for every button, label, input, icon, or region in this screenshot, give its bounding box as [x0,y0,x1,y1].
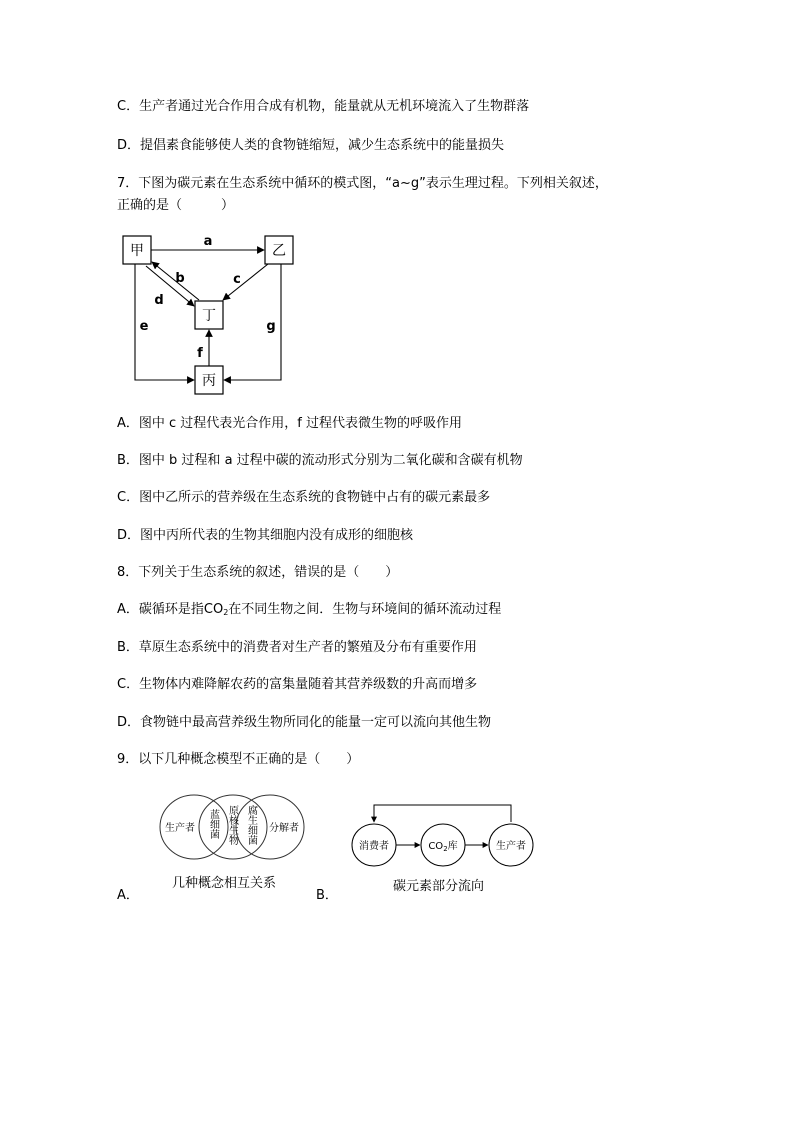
fig-b-option: B． [316,888,338,903]
flow-label-co2-post: 库 [447,841,458,852]
node-ding-label: 丁 [202,308,216,324]
edge-c-label: c [233,272,241,287]
venn-label-decomposer: 分解者 [269,823,299,834]
q7-option-d: D．图中丙所代表的生物其细胞内没有成形的细胞核 [117,528,414,543]
venn-label-bacteria: 蓝细菌 [207,809,219,839]
node-yi-label: 乙 [272,243,286,259]
fig-a-option: A． [117,888,139,903]
fig-a-caption: 几种概念相互关系 [172,876,277,891]
q8-option-a-sub: 2 [223,608,229,617]
carbon-cycle-diagram [115,228,315,398]
flow-label-consumer: 消费者 [359,841,389,852]
venn-label-prokaryote: 原核生物 [226,805,238,845]
q8-stem: 8．下列关于生态系统的叙述，错误的是（ ） [117,565,399,580]
edge-d-label: d [154,293,164,308]
venn-label-fungi: 腐生细菌 [245,805,257,845]
flow-label-co2-sub: 2 [443,845,448,853]
flow-label-co2 [428,839,457,853]
edge-d [146,266,194,306]
edge-e-label: e [139,319,149,334]
q8-option-b: B．草原生态系统中的消费者对生产者的繁殖及分布有重要作用 [117,640,477,655]
flow-label-co2-pre: CO [428,841,444,852]
edge-b-label: b [175,271,185,286]
q8-option-c: C．生物体内难降解农药的富集量随着其营养级数的升高而增多 [117,677,478,692]
carbon-flow-diagram [350,797,540,869]
q7-stem-cont: 正确的是（ ） [117,198,235,213]
venn-label-producer: 生产者 [165,823,195,834]
flow-label-producer: 生产者 [496,841,526,852]
q7-stem: 7．下图为碳元素在生态系统中循环的模式图，“a~g”表示生理过程。下列相关叙述， [117,176,608,191]
edge-g-label: g [266,319,276,334]
node-bing-label: 丙 [202,373,216,389]
q8-option-a-post: 在不同生物之间．生物与环境间的循环流动过程 [228,602,502,617]
q7-option-a: A．图中 c 过程代表光合作用，f 过程代表微生物的呼吸作用 [117,416,463,431]
q6-option-c: C．生产者通过光合作用合成有机物，能量就从无机环境流入了生物群落 [117,99,530,114]
concept-venn-diagram [148,787,308,869]
q8-option-a [117,602,501,618]
q7-option-c: C．图中乙所示的营养级在生态系统的食物链中占有的碳元素最多 [117,490,491,505]
fig-b-caption: 碳元素部分流向 [393,879,485,894]
edge-c [223,264,268,300]
q6-option-d: D．提倡素食能够使人类的食物链缩短，减少生态系统中的能量损失 [117,138,505,153]
q7-option-b: B．图中 b 过程和 a 过程中碳的流动形式分别为二氧化碳和含碳有机物 [117,453,523,468]
flow-return-arrow [374,805,511,822]
q8-option-a-pre: A．碳循环是指CO [117,602,224,617]
q9-stem: 9．以下几种概念模型不正确的是（ ） [117,752,360,767]
edge-a-label: a [203,234,213,249]
q8-option-d: D．食物链中最高营养级生物所同化的能量一定可以流向其他生物 [117,715,492,730]
node-jia-label: 甲 [130,243,144,259]
edge-f-label: f [197,346,203,361]
